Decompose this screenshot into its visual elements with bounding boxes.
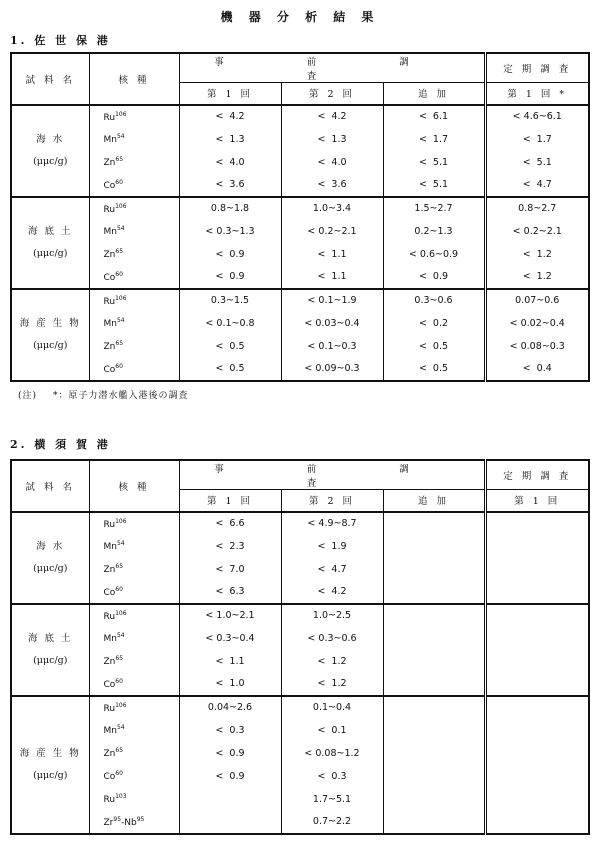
nuclide-cell [89, 765, 179, 788]
value-round-2: < 1.3 [281, 128, 383, 151]
nuclide-cell [89, 788, 179, 811]
mass-number: 54 [116, 540, 125, 547]
value-round-1: < 0.5 [179, 335, 281, 358]
value-round-1 [179, 811, 281, 834]
sample-unit: (μμc/g) [33, 654, 68, 666]
table-row [11, 312, 589, 335]
nuclide-cell [89, 197, 179, 220]
value-additional: 0.2~1.3 [414, 225, 453, 237]
nuclide-symbol: Ru [103, 204, 116, 215]
table-row [11, 581, 589, 604]
sample-name: 海 底 土 [27, 225, 73, 237]
mass-number: 54 [116, 133, 125, 140]
sample-name-cell [11, 512, 89, 604]
nuclide-symbol: -Nb [121, 817, 137, 828]
sample-unit: (μμc/g) [33, 562, 68, 574]
header-periodic-survey: 定 期 調 査 [485, 53, 589, 83]
value-round-2: < 0.1~0.3 [281, 335, 383, 358]
value-additional [383, 535, 485, 558]
value-round-1: < 0.9 [179, 243, 281, 266]
table-row [11, 811, 589, 834]
mass-number: 60 [115, 770, 123, 777]
value-periodic: < 1.2 [485, 266, 589, 289]
mass-number: 106 [115, 517, 127, 525]
nuclide-cell [89, 558, 179, 581]
value-round-1: < 0.1~0.8 [179, 312, 281, 335]
nuclide-cell [89, 811, 179, 834]
table-row [11, 266, 589, 289]
mass-number: 95 [113, 815, 122, 823]
nuclide-symbol: Ru [103, 703, 116, 714]
value-round-2: < 1.2 [281, 650, 383, 673]
sample-name-cell [11, 696, 89, 834]
nuclide-symbol: Ru [103, 296, 116, 307]
nuclide-cell [89, 335, 179, 358]
value-round-1 [179, 788, 281, 811]
value-round-2: < 1.9 [281, 535, 383, 558]
value-round-2: < 4.2 [281, 105, 383, 128]
mass-number: 106 [115, 294, 127, 302]
value-round-2: < 1.2 [281, 673, 383, 696]
value-additional: < 6.1 [418, 111, 449, 122]
nuclide-symbol: Zn [103, 657, 116, 667]
value-round-1: < 4.2 [179, 105, 281, 128]
value-additional [383, 696, 485, 719]
mass-number: 65 [115, 340, 124, 347]
value-additional [383, 811, 485, 834]
value-periodic: < 1.7 [485, 128, 589, 151]
value-periodic [485, 788, 589, 811]
table-row [11, 358, 589, 381]
nuclide-symbol: Zn [103, 565, 116, 575]
value-additional [383, 765, 485, 788]
table-row [11, 512, 589, 535]
table-row [11, 151, 589, 174]
mass-number: 106 [115, 202, 127, 210]
mass-number: 106 [115, 701, 127, 709]
mass-number: 54 [116, 632, 125, 639]
nuclide-symbol: Zn [103, 250, 116, 260]
value-round-1: < 7.0 [179, 558, 281, 581]
value-round-1: < 4.0 [179, 151, 281, 174]
value-periodic: 0.07~0.6 [485, 289, 589, 312]
nuclide-cell [89, 535, 179, 558]
table-row [11, 788, 589, 811]
nuclide-cell [89, 243, 179, 266]
value-periodic [485, 627, 589, 650]
value-periodic: < 0.08~0.3 [485, 335, 589, 358]
value-round-1: 0.04~2.6 [179, 696, 281, 719]
value-periodic [485, 719, 589, 742]
nuclide-symbol: Zn [103, 158, 116, 168]
value-round-1: < 1.0 [179, 673, 281, 696]
sample-unit: (μμc/g) [33, 247, 68, 259]
value-round-1: < 1.1 [179, 650, 281, 673]
value-round-2: < 0.2~2.1 [281, 220, 383, 243]
table-row [11, 243, 589, 266]
nuclide-cell [89, 128, 179, 151]
value-round-1: < 2.3 [179, 535, 281, 558]
sample-name-cell [11, 197, 89, 289]
value-round-2: 0.7~2.2 [281, 811, 383, 834]
header-round-2: 第 2 回 [281, 83, 383, 105]
value-periodic [485, 811, 589, 834]
value-periodic: < 0.4 [485, 358, 589, 381]
mass-number: 106 [115, 110, 127, 118]
table-row [11, 128, 589, 151]
nuclide-cell [89, 151, 179, 174]
nuclide-symbol: Mn [103, 135, 117, 145]
nuclide-cell [89, 220, 179, 243]
header-prior-survey: 事 前 調 査 [179, 53, 485, 83]
value-additional: 1.5~2.7 [414, 203, 453, 214]
value-round-1: < 0.9 [179, 742, 281, 765]
value-additional [383, 673, 485, 696]
mass-number: 54 [116, 317, 125, 324]
table-row [11, 105, 589, 128]
value-periodic [485, 765, 589, 788]
value-additional [383, 719, 485, 742]
value-round-2: < 3.6 [281, 174, 383, 197]
value-additional: < 0.2 [418, 317, 449, 329]
value-round-1: < 6.6 [179, 512, 281, 535]
value-additional [383, 558, 485, 581]
table-row [11, 719, 589, 742]
nuclide-symbol: Co [103, 364, 116, 375]
value-round-1: < 0.3 [179, 719, 281, 742]
nuclide-cell [89, 604, 179, 627]
header-periodic-round: 第 1 回 [485, 490, 589, 512]
value-additional [383, 742, 485, 765]
nuclide-cell [89, 673, 179, 696]
results-table-yokosuka [10, 459, 590, 835]
page-title: 機 器 分 析 結 果 [220, 10, 380, 24]
mass-number: 103 [115, 793, 127, 800]
mass-number: 60 [115, 270, 123, 278]
value-additional: 0.3~0.6 [414, 295, 453, 306]
table-row [11, 650, 589, 673]
mass-number: 65 [115, 248, 124, 255]
header-sample: 試 料 名 [11, 53, 89, 105]
nuclide-cell [89, 174, 179, 197]
nuclide-symbol: Co [103, 272, 116, 283]
nuclide-cell [89, 650, 179, 673]
nuclide-symbol: Ru [103, 519, 116, 530]
value-round-2: < 1.1 [281, 243, 383, 266]
value-round-1: 0.8~1.8 [179, 197, 281, 220]
value-additional: < 0.5 [418, 340, 449, 352]
mass-number: 65 [115, 156, 124, 163]
value-round-1: < 1.3 [179, 128, 281, 151]
value-periodic: < 5.1 [485, 151, 589, 174]
table-row [11, 627, 589, 650]
header-prior-survey: 事 前 調 査 [179, 460, 485, 490]
header-periodic-round: 第 1 回 * [485, 83, 589, 105]
value-additional: < 5.1 [418, 156, 449, 168]
value-periodic: < 4.6~6.1 [485, 105, 589, 128]
value-round-2: 1.0~2.5 [281, 604, 383, 627]
mass-number: 60 [115, 178, 123, 186]
mass-number: 65 [115, 655, 124, 662]
mass-number: 54 [116, 724, 125, 731]
nuclide-symbol: Zn [103, 749, 116, 759]
value-round-2: 0.1~0.4 [281, 696, 383, 719]
value-round-2: 1.0~3.4 [281, 197, 383, 220]
table-row [11, 696, 589, 719]
sample-name-cell [11, 604, 89, 696]
nuclide-symbol: Ru [103, 611, 116, 622]
table-row [11, 197, 589, 220]
value-round-1: < 0.9 [179, 765, 281, 788]
table-row [11, 335, 589, 358]
header-round-2: 第 2 回 [281, 490, 383, 512]
nuclide-symbol: Mn [103, 726, 117, 736]
nuclide-symbol: Zr [103, 817, 114, 828]
nuclide-symbol: Co [103, 772, 116, 782]
value-round-1: < 1.0~2.1 [179, 604, 281, 627]
nuclide-symbol: Zn [103, 342, 116, 352]
value-round-1: < 0.3~0.4 [179, 627, 281, 650]
value-round-1: < 3.6 [179, 174, 281, 197]
value-round-2: < 4.0 [281, 151, 383, 174]
value-periodic [485, 558, 589, 581]
results-table-sasebo [10, 52, 590, 382]
sample-unit: (μμc/g) [33, 155, 68, 167]
nuclide-cell [89, 312, 179, 335]
sample-name: 海 水 [36, 540, 65, 552]
value-additional: < 0.5 [383, 358, 485, 381]
value-round-2: < 0.3 [281, 765, 383, 788]
mass-number: 95 [136, 815, 145, 823]
value-round-1: 0.3~1.5 [179, 289, 281, 312]
value-additional [383, 512, 485, 535]
mass-number: 106 [115, 609, 127, 617]
header-additional: 追 加 [383, 490, 485, 512]
header-sample: 試 料 名 [11, 460, 89, 512]
mass-number: 65 [115, 563, 124, 570]
nuclide-symbol: Co [103, 180, 116, 191]
nuclide-cell [89, 627, 179, 650]
value-periodic [485, 581, 589, 604]
value-periodic [485, 742, 589, 765]
nuclide-cell [89, 512, 179, 535]
nuclide-cell [89, 289, 179, 312]
nuclide-cell [89, 742, 179, 765]
sample-unit: (μμc/g) [33, 769, 68, 781]
sample-name: 海 産 生 物 [19, 747, 81, 759]
sample-name: 海 水 [36, 133, 65, 145]
value-round-1: < 6.3 [179, 581, 281, 604]
value-periodic [485, 535, 589, 558]
value-periodic: < 4.7 [485, 174, 589, 197]
nuclide-symbol: Mn [103, 227, 117, 237]
nuclide-symbol: Ru [103, 795, 116, 805]
value-additional: < 0.9 [383, 266, 485, 289]
mass-number: 65 [115, 747, 124, 754]
sample-name: 海 産 生 物 [19, 317, 81, 329]
nuclide-cell [89, 581, 179, 604]
footnote-text: *：原子力潜水艦入港後の調査 [53, 391, 189, 401]
value-additional: < 0.6~0.9 [408, 248, 459, 260]
value-round-2: < 0.03~0.4 [281, 312, 383, 335]
value-additional [383, 627, 485, 650]
header-round-1: 第 1 回 [179, 83, 281, 105]
nuclide-symbol: Mn [103, 634, 117, 644]
value-round-1: < 0.5 [179, 358, 281, 381]
sample-name-cell [11, 289, 89, 381]
value-round-2: < 4.7 [281, 558, 383, 581]
header-additional: 追 加 [383, 83, 485, 105]
value-periodic: < 0.02~0.4 [485, 312, 589, 335]
sample-unit: (μμc/g) [33, 339, 68, 351]
table-row [11, 558, 589, 581]
mass-number: 60 [115, 362, 123, 370]
nuclide-cell [89, 105, 179, 128]
nuclide-symbol: Mn [103, 319, 117, 329]
value-round-1: < 0.3~1.3 [179, 220, 281, 243]
value-round-2: < 0.3~0.6 [281, 627, 383, 650]
value-periodic [485, 673, 589, 696]
value-periodic: < 1.2 [485, 243, 589, 266]
nuclide-symbol: Co [103, 587, 116, 598]
nuclide-symbol: Mn [103, 542, 117, 552]
header-periodic-survey: 定 期 調 査 [485, 460, 589, 490]
value-round-2: < 0.1~1.9 [281, 289, 383, 312]
nuclide-cell [89, 266, 179, 289]
header-nuclide: 核 種 [89, 53, 179, 105]
table-row [11, 604, 589, 627]
mass-number: 54 [116, 225, 125, 232]
value-round-2: < 0.1 [281, 719, 383, 742]
value-periodic [485, 696, 589, 719]
table-row [11, 289, 589, 312]
nuclide-cell [89, 696, 179, 719]
sample-name-cell [11, 105, 89, 197]
value-periodic: < 0.2~2.1 [485, 220, 589, 243]
table-row [11, 765, 589, 788]
section-title-sasebo: 1. 佐 世 保 港 [10, 34, 111, 47]
mass-number: 60 [115, 585, 123, 593]
table-row [11, 742, 589, 765]
mass-number: 60 [115, 677, 123, 685]
value-additional [383, 581, 485, 604]
value-additional: < 5.1 [383, 174, 485, 197]
value-periodic [485, 650, 589, 673]
value-periodic [485, 512, 589, 535]
value-additional [383, 604, 485, 627]
value-periodic [485, 604, 589, 627]
value-round-2: < 1.1 [281, 266, 383, 289]
value-round-2: < 4.9~8.7 [281, 512, 383, 535]
value-round-2: < 0.09~0.3 [281, 358, 383, 381]
section-title-yokosuka: 2. 横 須 賀 港 [10, 438, 111, 451]
nuclide-symbol: Co [103, 679, 116, 690]
value-round-1: < 0.9 [179, 266, 281, 289]
table-row [11, 673, 589, 696]
sample-name: 海 底 土 [27, 632, 73, 644]
table-row [11, 220, 589, 243]
nuclide-cell [89, 719, 179, 742]
footnote-mark: (注) [18, 391, 38, 401]
table-row [11, 174, 589, 197]
header-round-1: 第 1 回 [179, 490, 281, 512]
value-additional: < 1.7 [418, 133, 449, 145]
value-periodic: 0.8~2.7 [485, 197, 589, 220]
value-additional [383, 788, 485, 811]
value-additional [383, 650, 485, 673]
nuclide-symbol: Ru [103, 112, 116, 123]
nuclide-cell [89, 358, 179, 381]
header-nuclide: 核 種 [89, 460, 179, 512]
footnote [18, 388, 189, 401]
value-round-2: < 0.08~1.2 [281, 742, 383, 765]
table-row [11, 535, 589, 558]
value-round-2: 1.7~5.1 [281, 788, 383, 811]
value-round-2: < 4.2 [281, 581, 383, 604]
